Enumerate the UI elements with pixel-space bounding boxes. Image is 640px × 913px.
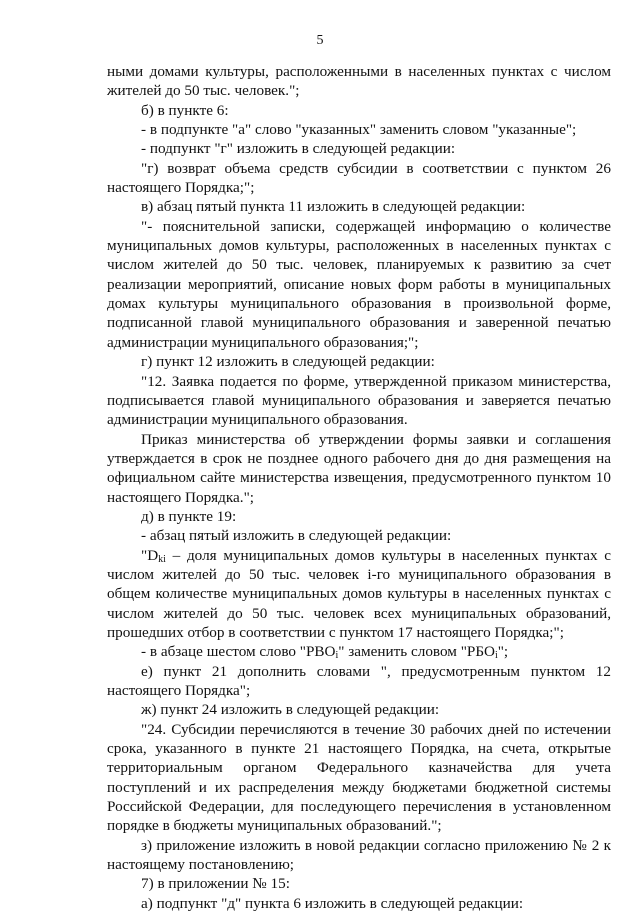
paragraph: а) подпункт "д" пункта 6 изложить в следующей редакции: [141,894,524,912]
text-segment: - в абзаце шестом слово "РВО [141,643,336,661]
paragraph: "24. Субсидии перечисляются в течение 30 рабочих дней по истечении срока, указанного в пункте 21 настоящего Порядка, на счета, открытые территориальным органом Федерального казначейства для учета поступлений и их распределения между бюджетами бюджетной системы Российской Федерации, для последующего перечисления в установленном порядке в бюджеты муниципальных образований."; [107,720,611,835]
page-number: 5 [316,33,324,48]
paragraph: 7) в приложении № 15: [141,875,290,893]
subscript: i [335,650,339,662]
paragraph-rbo-replacement [107,642,611,661]
paragraph: - подпункт "г" изложить в следующей редакции: [141,140,456,158]
paragraph: б) в пункте 6: [141,101,229,119]
paragraph: - абзац пятый изложить в следующей редакции: [141,527,452,545]
paragraph: "- пояснительной записки, содержащей информацию о количестве муниципальных домов культуры, расположенных в населенных пунктах с числом жителей до 50 тыс. человек, планируемых к развитию за счет реализации мероприятий, описание новых форм работы в муниципальных домах культуры муниципального образования в произвольной форме, подписанной главой муниципального образования и заверенной печатью администрации муниципального образования;"; [107,217,611,351]
paragraph: Приказ министерства об утверждении формы заявки и соглашения утверждается в срок не позднее одного рабочего дня до дня размещения на официальном сайте министерства извещения, предусмотренного пунктом 10 настоящего Порядка."; [107,430,611,506]
paragraph: "12. Заявка подается по форме, утвержденной приказом министерства, подписывается главой муниципального образования и заверяется печатью администрации муниципального образования. [107,372,611,429]
paragraph: ными домами культуры, расположенными в населенных пунктах с числом жителей до 50 тыс. человек."; [107,63,611,100]
paragraph: д) в пункте 19: [141,507,237,525]
text-segment: "D [141,546,159,564]
subscript: i [494,650,498,662]
paragraph: "г) возврат объема средств субсидии в соответствии с пунктом 26 настоящего Порядка;"; [107,159,611,197]
text-segment: "; [497,643,509,661]
paragraph: з) приложение изложить в новой редакции согласно приложению № 2 к настоящему постановлению; [107,836,611,874]
text-segment: – доля муниципальных домов культуры в населенных пунктах с числом жителей до 50 тыс. человек i-го муниципального образования в общем количестве муниципальных домов культуры в населенных пунктах с числом жителей до 50 тыс. человек всех муниципальных образований, прошедших отбор в соответствии с пунктом 17 настоящего Порядка;"; [107,546,611,641]
paragraph: е) пункт 21 дополнить словами ", предусмотренным пунктом 12 настоящего Порядка"; [107,662,611,699]
subscript: ki [158,553,166,565]
paragraph: г) пункт 12 изложить в следующей редакции: [141,353,435,371]
paragraph: в) абзац пятый пункта 11 изложить в следующей редакции: [141,198,526,216]
document-body [107,62,611,913]
paragraph: ж) пункт 24 изложить в следующей редакции: [141,701,440,719]
paragraph-formula-dki [107,546,611,643]
paragraph: - в подпункте "а" слово "указанных" заменить словом "указанные"; [141,121,577,139]
text-segment: " заменить словом "РБО [338,643,495,661]
